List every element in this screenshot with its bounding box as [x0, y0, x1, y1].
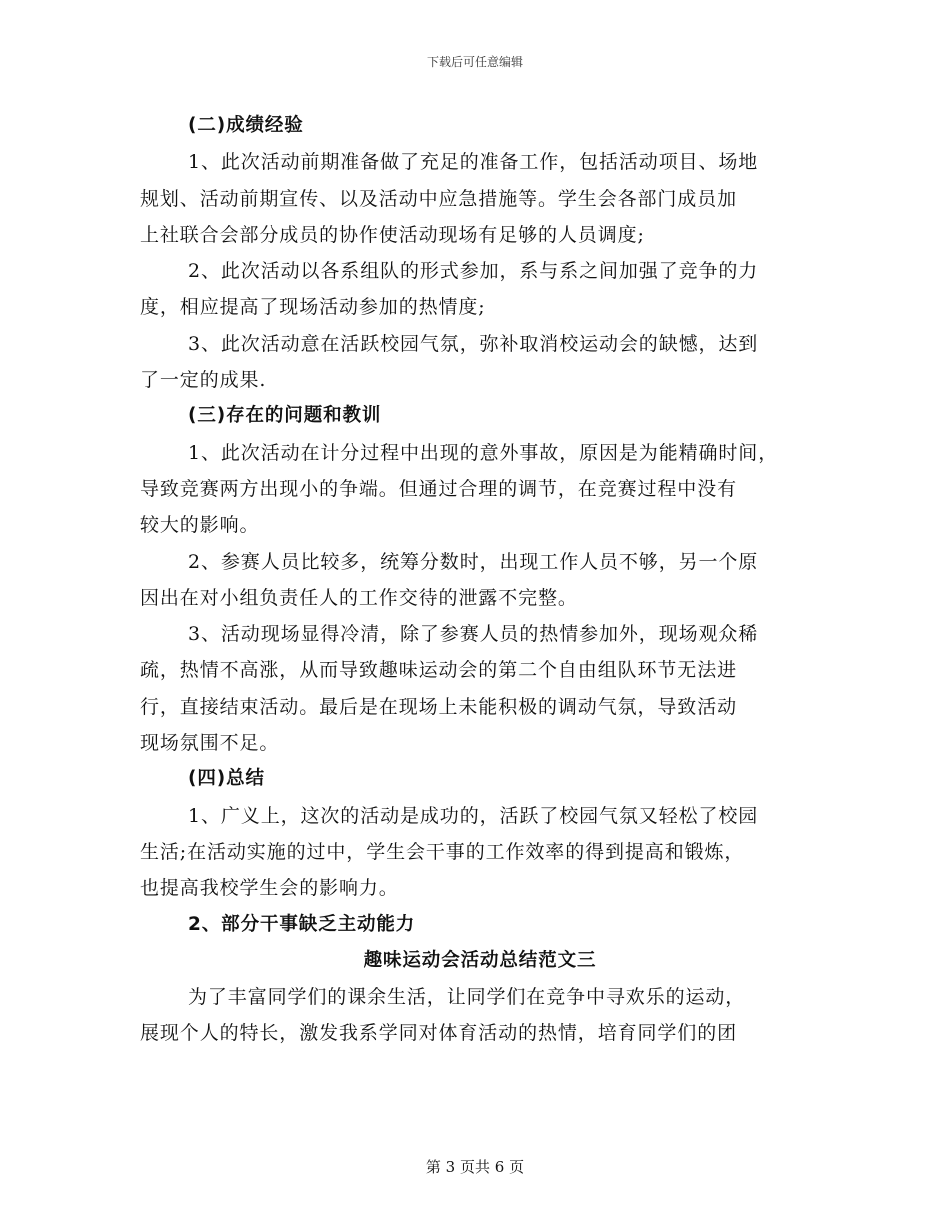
paragraph-line: 展现个人的特长，激发我系学同对体育活动的热情，培育同学们的团 — [140, 1022, 738, 1045]
paragraph-line: 因出在对小组负责任人的工作交待的泄露不完整。 — [140, 586, 578, 609]
paragraph-line: 了一定的成果. — [140, 369, 267, 392]
paragraph-line: 1、此次活动前期准备做了充足的准备工作，包括活动项目、场地 — [188, 151, 759, 174]
page-header: 下载后可任意编辑 — [426, 55, 523, 69]
paragraph-line: 1、此次活动在计分过程中出现的意外事故，原因是为能精确时间， — [188, 441, 779, 464]
paragraph-line: 3、此次活动意在活跃校园气氛，弥补取消校运动会的缺憾，达到 — [188, 332, 759, 355]
document-body — [140, 108, 820, 1052]
paragraph-line: 度，相应提高了现场活动参加的热情度; — [140, 296, 486, 319]
subheading-initiative: 2、部分干事缺乏主动能力 — [188, 913, 416, 935]
paragraph-line: 较大的影响。 — [140, 514, 260, 537]
paragraph-line: 上社联合会部分成员的协作使活动现场有足够的人员调度; — [140, 223, 645, 246]
paragraph-line: 导致竞赛两方出现小的争端。但通过合理的调节，在竞赛过程中没有 — [140, 477, 738, 500]
section-heading-achievements: (二)成绩经验 — [188, 115, 304, 136]
paragraph-line: 也提高我校学生会的影响力。 — [140, 877, 399, 900]
section-heading-summary: (四)总结 — [188, 768, 265, 790]
paragraph-line: 3、活动现场显得冷清，除了参赛人员的热情参加外，现场观众稀 — [188, 623, 759, 646]
section-heading-problems: (三)存在的问题和教训 — [188, 405, 382, 427]
document-title: 趣味运动会活动总结范文三 — [363, 949, 597, 971]
paragraph-line: 2、此次活动以各系组队的形式参加，系与系之间加强了竞争的力 — [188, 260, 759, 283]
paragraph-line: 为了丰富同学们的课余生活，让同学们在竞争中寻欢乐的运动， — [188, 986, 746, 1009]
paragraph-line: 2、参赛人员比较多，统筹分数时，出现工作人员不够，另一个原 — [188, 550, 759, 573]
paragraph-line: 生活;在活动实施的过中，学生会干事的工作效率的得到提高和锻炼， — [140, 840, 745, 863]
paragraph-line: 行，直接结束活动。最后是在现场上未能积极的调动气氛，导致活动 — [140, 695, 738, 718]
paragraph-line: 疏，热情不高涨，从而导致趣味运动会的第二个自由组队环节无法进 — [140, 659, 738, 682]
paragraph-line: 1、广义上，这次的活动是成功的，活跃了校园气氛又轻松了校园 — [188, 804, 759, 827]
paragraph-line: 现场氛围不足。 — [140, 732, 280, 755]
paragraph-line: 规划、活动前期宣传、以及活动中应急措施等。学生会各部门成员加 — [140, 187, 738, 210]
page-footer: 第 3 页共 6 页 — [425, 1158, 525, 1176]
